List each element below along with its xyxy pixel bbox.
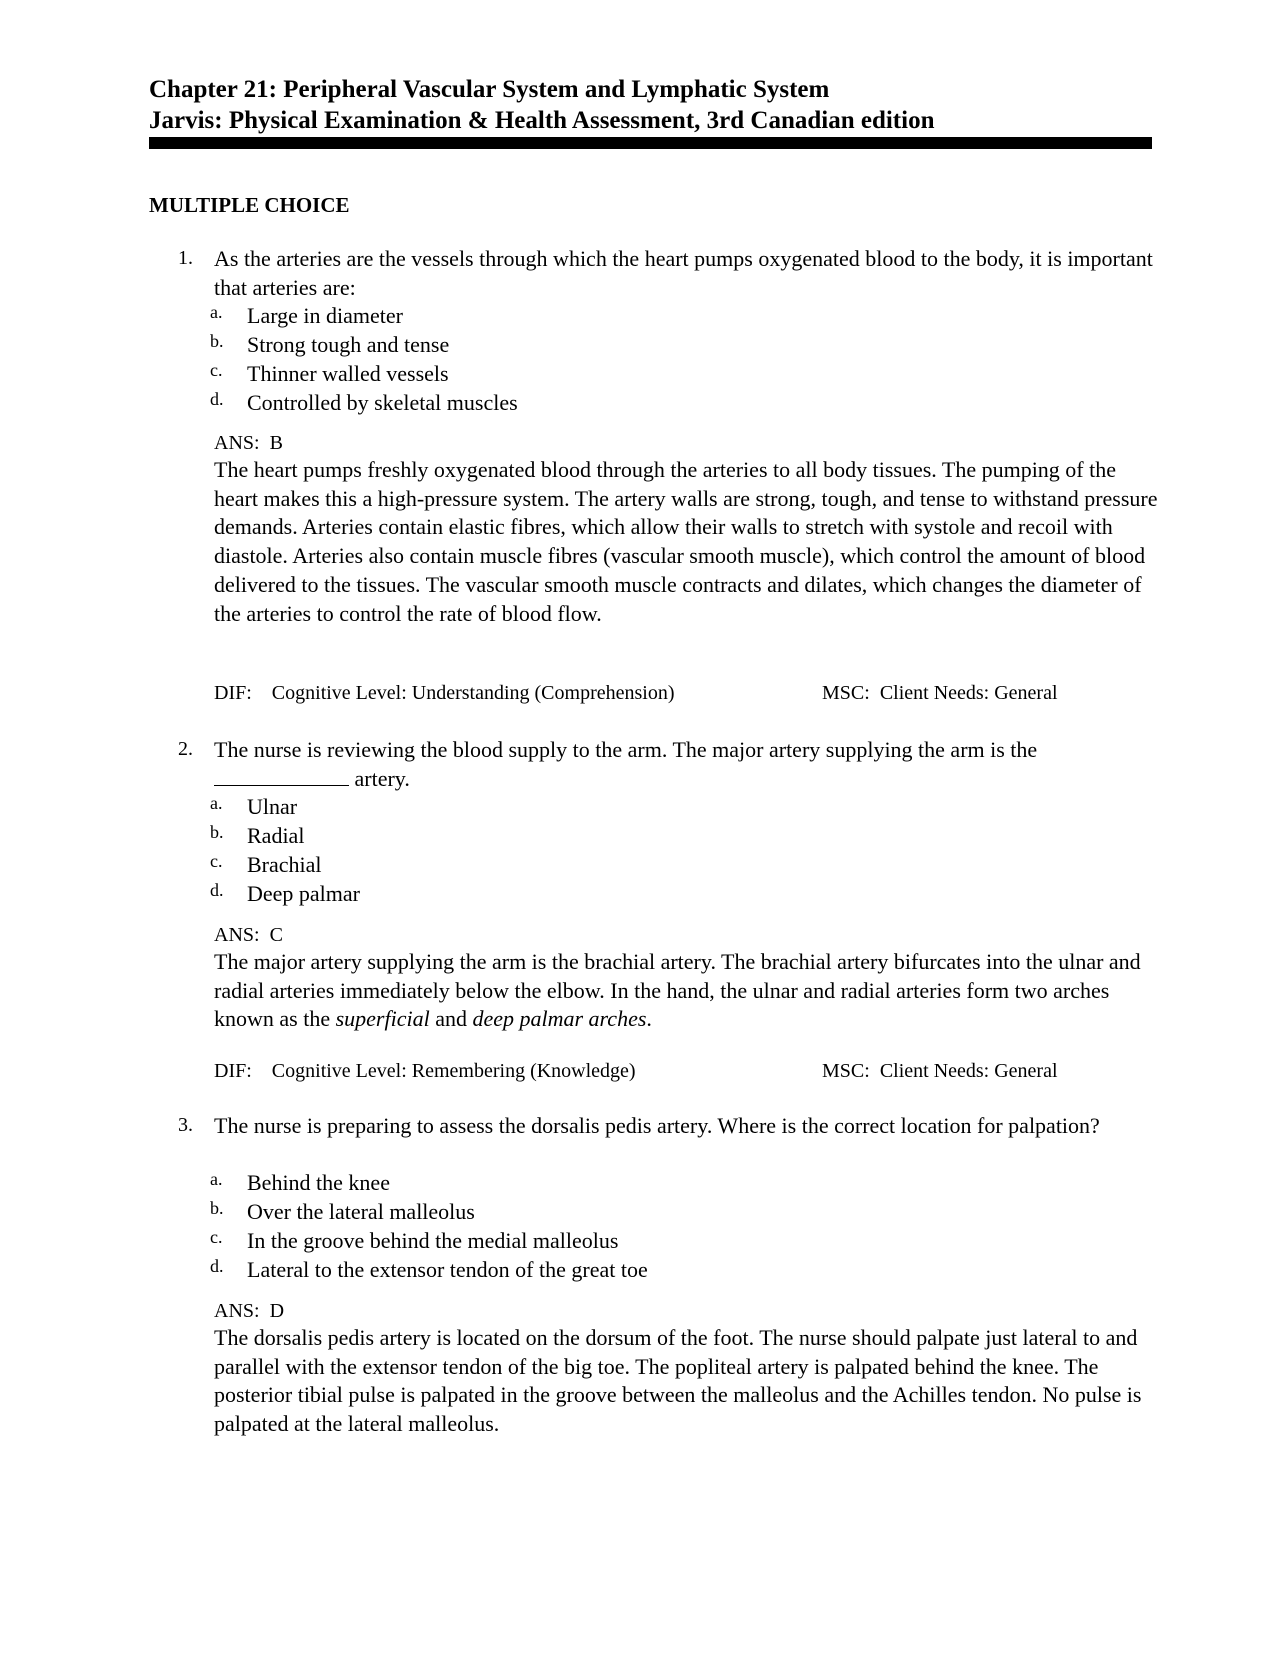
msc-label: MSC: [822, 682, 870, 704]
question-number: 1. [178, 247, 193, 269]
question-stem [214, 735, 1154, 793]
option-text: Thinner walled vessels [247, 361, 449, 386]
option-letter: a. [210, 302, 223, 322]
section-title: MULTIPLE CHOICE [149, 193, 350, 217]
fill-in-blank [214, 765, 349, 786]
option-text: Lateral to the extensor tendon of the great toe [247, 1257, 648, 1282]
msc-line [822, 679, 1058, 708]
rationale [214, 948, 1159, 1034]
stem-text-end: artery. [354, 766, 410, 791]
option-text: Large in diameter [247, 303, 403, 328]
option-letter: d. [210, 389, 224, 409]
msc-value: Client Needs: General [879, 682, 1058, 704]
rationale: The heart pumps freshly oxygenated blood through the arteries to all body tissues. The pumping of the heart makes this a high-pressure system. The artery walls are strong, tough, and tense to withstand pressure demands. Arteries contain elastic fibres, which allow their walls to stretch with systole and recoil with diastole. Arteries also contain muscle fibres (vascular smooth muscle), which control the amount of blood delivered to the tissues. The vascular smooth muscle contracts and dilates, which changes the diameter of the arteries to control the rate of blood flow. [214, 457, 1158, 626]
header-rule [149, 137, 1152, 149]
msc-value: Client Needs: General [879, 1060, 1058, 1082]
answer-label: ANS: [214, 432, 260, 454]
option-text: Ulnar [247, 794, 298, 819]
option-letter: c. [210, 360, 223, 380]
document-header [149, 74, 1149, 136]
question-number: 3. [178, 1114, 193, 1136]
option-text: Radial [247, 823, 305, 848]
question-stem: The nurse is preparing to assess the dorsalis pedis artery. Where is the correct location for palpation? [214, 1113, 1100, 1138]
dif-value: Cognitive Level: Remembering (Knowledge) [271, 1060, 636, 1082]
option-letter: b. [210, 1198, 224, 1218]
answer-value: B [269, 432, 283, 454]
answer-line [214, 429, 283, 458]
rationale-emphasis-superficial: superficial [335, 1006, 430, 1032]
answer-label: ANS: [214, 924, 260, 946]
question-number: 2. [178, 738, 193, 760]
option-letter: b. [210, 331, 224, 351]
msc-line [822, 1057, 1058, 1086]
option-text: In the groove behind the medial malleolus [247, 1228, 619, 1253]
option-letter: c. [210, 1227, 223, 1247]
difficulty-line [214, 679, 675, 708]
option-letter: d. [210, 1256, 224, 1276]
rationale-text-end: . [646, 1006, 652, 1032]
option-letter: a. [210, 793, 223, 813]
answer-line [214, 921, 283, 950]
chapter-title: Chapter 21: Peripheral Vascular System and Lymphatic System [149, 76, 830, 103]
dif-label: DIF: [214, 682, 252, 704]
rationale-text-mid: and [429, 1006, 473, 1032]
option-text: Behind the knee [247, 1170, 390, 1195]
answer-value: C [269, 924, 283, 946]
answer-label: ANS: [214, 1300, 260, 1322]
answer-line [214, 1297, 284, 1326]
stem-text: The nurse is reviewing the blood supply to the arm. The major artery supplying the arm is the [214, 737, 1038, 762]
option-text: Strong tough and tense [247, 332, 450, 357]
msc-label: MSC: [822, 1060, 870, 1082]
rationale-emphasis-deep-palmar: deep palmar arches [472, 1006, 647, 1032]
option-text: Controlled by skeletal muscles [247, 390, 518, 415]
option-letter: a. [210, 1169, 223, 1189]
option-letter: b. [210, 822, 224, 842]
answer-value: D [269, 1300, 285, 1322]
question-stem: As the arteries are the vessels through which the heart pumps oxygenated blood to the body, it is important that arteries are: [214, 246, 1153, 300]
difficulty-line [214, 1057, 636, 1086]
rationale-text: The major artery supplying the arm is the brachial artery. The brachial artery bifurcates into the ulnar and radial arteries immediately below the elbow. In the hand, the ulnar and radial arteries form two arches known as the [214, 949, 1141, 1032]
book-title: Jarvis: Physical Examination & Health Assessment, 3rd Canadian edition [149, 107, 935, 134]
rationale: The dorsalis pedis artery is located on the dorsum of the foot. The nurse should palpate just lateral to and parallel with the extensor tendon of the big toe. The popliteal artery is palpated behind the knee. The posterior tibial pulse is palpated in the groove between the malleolus and the Achilles tendon. No pulse is palpated at the lateral malleolus. [214, 1325, 1142, 1437]
option-letter: c. [210, 851, 223, 871]
option-text: Deep palmar [247, 881, 360, 906]
dif-value: Cognitive Level: Understanding (Comprehension) [271, 682, 675, 704]
option-letter: d. [210, 880, 224, 900]
option-text: Over the lateral malleolus [247, 1199, 475, 1224]
dif-label: DIF: [214, 1060, 252, 1082]
option-text: Brachial [247, 852, 322, 877]
